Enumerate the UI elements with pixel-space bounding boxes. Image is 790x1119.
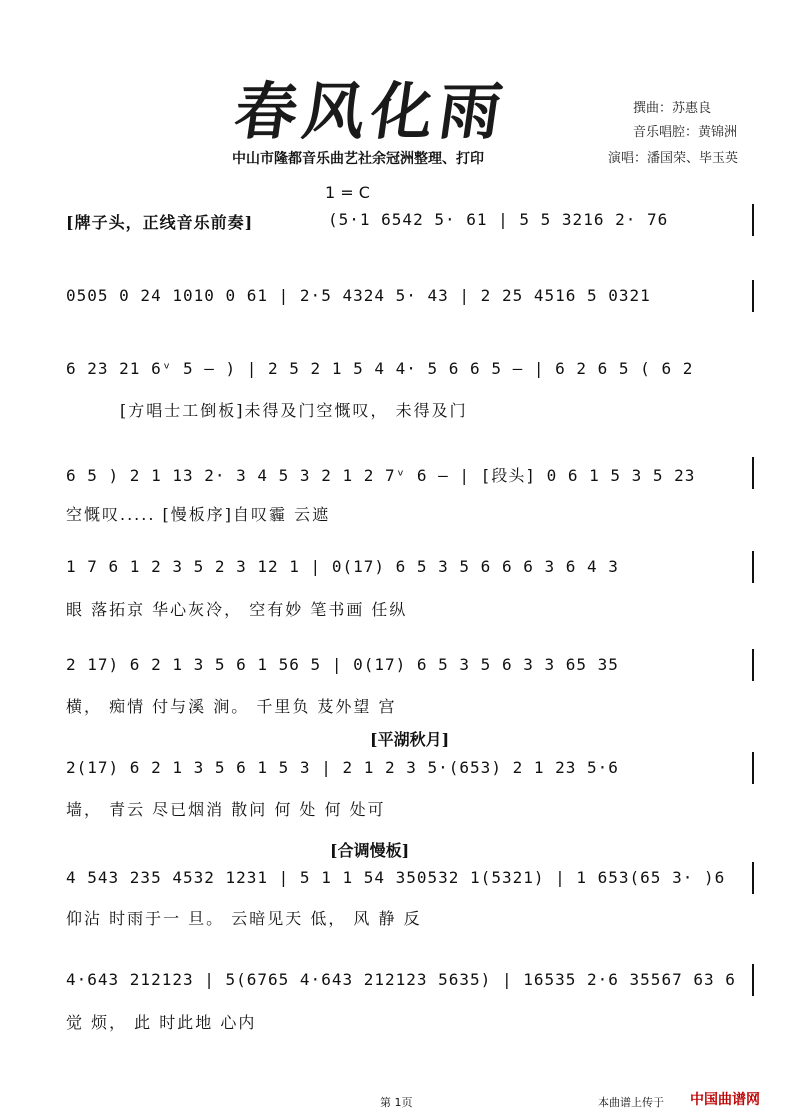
site-logo: 中国曲谱网 [690,1092,760,1108]
bar-line [752,457,754,489]
notation-line: 6 5 ) 2 1 13 2· 3 4 5 3 2 1 2 7ᵛ 6 – | [段头] 0 6 1 5 3 5 23 [66,466,696,485]
bar-line [752,964,754,996]
notation-line: 4·643 212123 | 5(6765 4·643 212123 5635) | 16535 2·6 35567 63 6 [66,970,736,989]
melody-credit: 音乐唱腔：黄锦洲 [633,125,738,140]
upload-note: 本曲谱上传于 [598,1096,664,1109]
section-marker: [合调慢板] [330,841,410,860]
bar-line [752,280,754,312]
score-row-4 [66,463,756,493]
arranger-credit: 中山市隆都音乐曲艺社余冠洲整理、打印 [232,151,484,167]
notation-line: 6 23 21 6ᵛ 5 – ) | 2 5 2 1 5 4 4· 5 6 6 5 – | 6 2 6 5 ( 6 2 [66,359,694,378]
score-row-5 [66,557,756,587]
row-prefix: [牌子头，正线音乐前奏] [66,213,254,232]
bar-line [752,204,754,236]
bar-line [752,649,754,681]
lyrics-line: 空慨叹..... [慢板序]自叹霾 云遮 [66,505,331,524]
notation-line: (5·1 6542 5· 61 | 5 5 3216 2· 76 [328,210,669,229]
score-row-6 [66,655,756,685]
lyrics-line: [方唱士工倒板]未得及门空慨叹， 未得及门 [120,401,468,420]
bar-line [752,752,754,784]
lyrics-line: 墙， 青云 尽已烟消 散问 何 处 何 处可 [66,800,386,819]
notation-line: 2(17) 6 2 1 3 5 6 1 5 3 | 2 1 2 3 5·(653) 2 1 23 5·6 [66,758,619,777]
composer-credit: 撰曲：苏惠良 [633,101,712,116]
page-title: 春风化雨 [230,75,513,148]
notation-line: 4 543 235 4532 1231 | 5 1 1 54 350532 1(5321) | 1 653(65 3· )6 [66,868,726,887]
page-number: 第 1页 [380,1096,413,1109]
notation-line: 2 17) 6 2 1 3 5 6 1 56 5 | 0(17) 6 5 3 5 6 3 3 65 35 [66,655,619,674]
lyrics-line: 仰沾 时雨于一 旦。 云暗见天 低， 风 静 反 [66,909,422,928]
score-row-2 [66,286,756,316]
score-row-1 [66,210,756,240]
lyrics-line: 眼 落拓京 华心灰冷， 空有妙 笔书画 任纵 [66,600,408,619]
notation-line: 1 7 6 1 2 3 5 2 3 12 1 | 0(17) 6 5 3 5 6 6 6 3 6 4 3 [66,557,619,576]
bar-line [752,862,754,894]
score-row-7 [66,758,756,788]
section-marker: [平湖秋月] [370,730,450,749]
lyrics-line: 觉 烦， 此 时此地 心内 [66,1013,257,1032]
score-row-8 [66,868,756,898]
notation-line: 0505 0 24 1010 0 61 | 2·5 4324 5· 43 | 2 25 4516 5 0321 [66,286,651,305]
lyrics-line: 横， 痴情 付与溪 涧。 千里负 芨外望 宫 [66,697,397,716]
key-signature: 1 = C [325,183,370,202]
bar-line [752,551,754,583]
singers-credit: 演唱：潘国荣、毕玉英 [608,151,739,166]
score-row-3 [66,359,756,389]
score-row-9 [66,970,756,1000]
